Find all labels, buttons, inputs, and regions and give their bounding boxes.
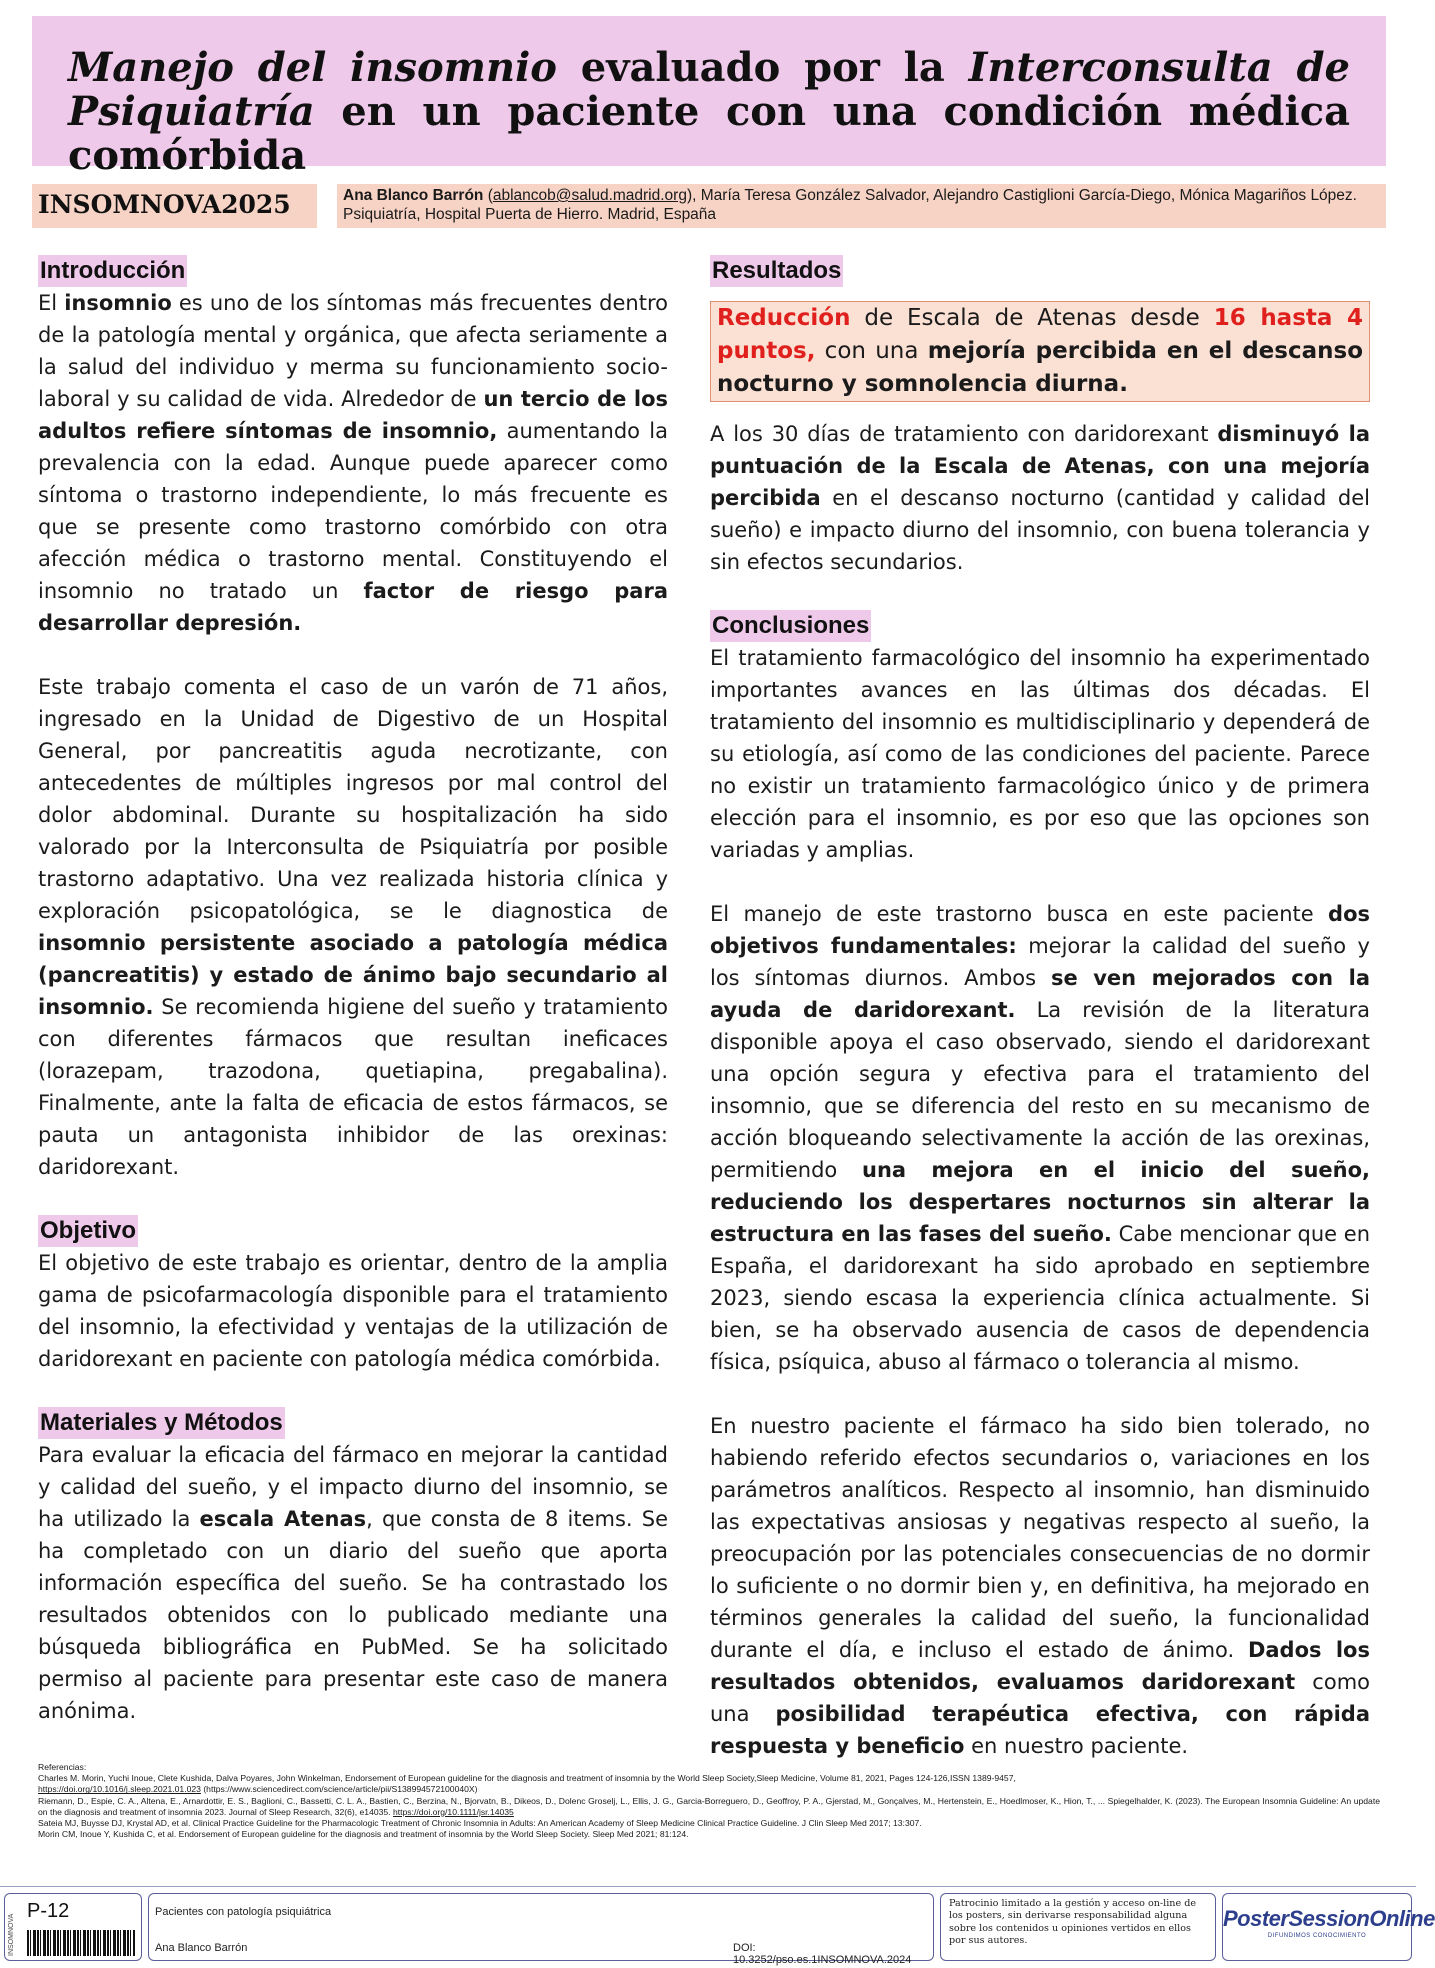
vertical-label: INSOMNOVA xyxy=(8,1913,15,1956)
poster-title xyxy=(68,46,1350,178)
text-run: en el descanso nocturno (cantidad y calidad del sueño) e impacto diurno del insomnio, con buena tolerancia y sin efectos secundarios. xyxy=(710,486,1370,574)
text-run: Este trabajo comenta el caso de un varón de 71 años, ingresado en la Unidad de Digestivo de un Hospital General, por pancreatitis aguda necrotizante, con antecedentes de múltiples ingresos por mal control del dolor abdominal. Durante su hospitalización ha sido valorado por la Interconsulta de Psiquiatría por posible trastorno adaptativo. Una vez realizada historia clínica y exploración psicopatológica, se le diagnostica de xyxy=(38,675,668,923)
right-column xyxy=(710,255,1370,1762)
text-run: Charles M. Morin, Yuchi Inoue, Clete Kushida, Dalva Poyares, John Winkelman, Endorsement of European guideline for the diagnosis and treatment of insomnia by the World Sleep Society,Sleep Medicine, Volume 81, 2021, Pages 124-126,ISSN 1389-9457, xyxy=(38,1773,1016,1784)
author-email-link[interactable]: ablancob@salud.madrid.org xyxy=(492,187,687,204)
text-bold: mejoría percibida en el descanso nocturno y somnolencia diurna. xyxy=(717,338,1363,397)
footer-sponsor-box xyxy=(940,1893,1216,1961)
barcode-icon xyxy=(27,1930,135,1956)
intro-heading: Introducción xyxy=(38,255,187,287)
title-text-2: evaluado por la xyxy=(556,44,969,91)
poster-session-online-logo[interactable] xyxy=(1222,1893,1435,1961)
text-run: La revisión de la literatura disponible apoya el caso observado, siendo el daridorexant una opción segura y efectiva para el tratamiento del insomnio, que se diferencia del resto en su mecanismo de acción bloqueando selectivamente la acción de las orexinas, permitiendo xyxy=(710,998,1370,1182)
objetivo-paragraph: El objetivo de este trabajo es orientar, dentro de la amplia gama de psicofarmacología disponible para el tratamiento del insomnio, la efectividad y ventajas de la utilización de daridorexant en paciente con patología médica comórbida. xyxy=(38,1251,668,1371)
metodos-heading: Materiales y Métodos xyxy=(38,1407,285,1439)
text-run: Cabe mencionar que en España, el daridorexant ha sido aprobado en septiembre 2023, siendo escasa la experiencia clínica actualmente. Si bien, se ha observado ausencia de casos de dependencia física, psíquica, abuso al fármaco o tolerancia al mismo. xyxy=(710,1222,1371,1374)
references-label: Referencias: xyxy=(38,1762,87,1772)
conclusiones-paragraph-3 xyxy=(710,1410,1370,1762)
text-bold: un tercio de los adultos refiere síntomas de insomnio, xyxy=(38,387,668,443)
result-highlight-box xyxy=(710,301,1370,402)
footer-info-box xyxy=(148,1893,934,1966)
sponsor-text: Patrocinio limitado a la gestión y acceso on-line de los posters, sin derivarse responsabilidad alguna sobre los contenidos u opiniones vertidos en ellos por sus autores. xyxy=(949,1898,1197,1947)
text-bold: Dados los resultados obtenidos, evaluamos daridorexant xyxy=(710,1638,1370,1694)
footer-category: Pacientes con patología psiquiátrica xyxy=(155,1906,332,1918)
text-run: como una xyxy=(710,1670,1370,1726)
conclusiones-paragraph-1: El tratamiento farmacológico del insomnio ha experimentado importantes avances en las últimas dos décadas. El tratamiento del insomnio es multidisciplinario y dependerá de su etiología, así como de las condiciones del paciente. Parece no existir un tratamiento farmacológico único y de primera elección para el insomnio, es por eso que las opciones son variadas y amplias. xyxy=(710,646,1370,862)
metodos-paragraph xyxy=(38,1439,668,1727)
text-bold: insomnio persistente asociado a patología médica (pancreatitis) y estado de ánimo bajo secundario al insomnio. xyxy=(38,931,668,1019)
text-run: , que consta de 8 items. Se ha completado con un diario del sueño que aporta información específica del sueño. Se ha contrastado los resultados obtenidos con lo publicado mediante una búsqueda bibliográfica en PubMed. Se ha solicitado permiso al paciente para presentar este caso de manera anónima. xyxy=(38,1507,668,1723)
reference-link-text: (https://www.sciencedirect.com/science/article/pii/S138994572100040X) xyxy=(200,1784,478,1795)
footer-author: Ana Blanco Barrón xyxy=(155,1942,248,1954)
logo-wordmark xyxy=(1223,1906,1435,1932)
title-italic-3: Interconsulta de Psiquiatría xyxy=(68,44,1350,135)
text-run: El manejo de este trastorno busca en este paciente xyxy=(710,902,1329,926)
references xyxy=(38,1762,1380,1840)
text-bold: se ven mejorados con la ayuda de daridorexant. xyxy=(710,966,1370,1022)
poster-code: INSOMNOVA2025 xyxy=(38,190,291,219)
text-red: Reducción xyxy=(717,305,851,331)
intro-paragraph-2 xyxy=(38,671,668,1183)
intro-paragraph-1 xyxy=(38,287,668,639)
first-author: Ana Blanco Barrón xyxy=(343,187,484,204)
title-banner xyxy=(32,16,1386,179)
reference-4: Morin CM, Inoue Y, Kushida C, et al. Endorsement of European guideline for the diagnosis and treatment of insomnia by the World Sleep Society. Sleep Med 2021; 81:124. xyxy=(38,1829,689,1840)
resultados-paragraph xyxy=(710,418,1370,578)
text-run: Se recomienda higiene del sueño y tratamiento con diferentes fármacos que resultan ineficaces (lorazepam, trazodona, quetiapina, pregabalina). Finalmente, ante la falta de eficacia de estos fármacos, se pauta un antagonista inhibidor de las orexinas: daridorexant. xyxy=(38,995,668,1179)
text-run: es uno de los síntomas más frecuentes dentro de la patología mental y orgánica, que afecta seriamente a la salud del individuo y merma su funcionamiento socio-laboral y su calidad de vida. Alrededor de xyxy=(38,291,668,411)
text-bold: escala Atenas xyxy=(199,1507,367,1531)
text-run: aumentando la prevalencia con la edad. Aunque puede aparecer como síntoma o trastorno independiente, lo más frecuente es que se presente como trastorno comórbido con otra afección médica o trastorno mental. Constituyendo el insomnio no tratado un xyxy=(38,419,668,603)
text-run: de Escala de Atenas desde xyxy=(850,305,1214,331)
text-red: 16 hasta 4 puntos, xyxy=(717,305,1364,364)
authors-rest: , María Teresa González Salvador, Alejandro Castiglioni García-Diego, Mónica Magariños López. Psiquiatría, Hospital Puerta de Hierro. Madrid, España xyxy=(343,187,1357,223)
text-bold: insomnio xyxy=(64,291,172,315)
reference-2 xyxy=(38,1796,1380,1818)
poster-code-box xyxy=(32,184,317,228)
text-run: A los 30 días de tratamiento con daridorexant xyxy=(710,422,1218,446)
reference-link[interactable]: https://doi.org/10.1111/jsr.14035 xyxy=(392,1806,514,1817)
title-text-4: en un paciente con una condición médica comórbida xyxy=(68,88,1350,179)
reference-1 xyxy=(38,1773,1380,1795)
logo-part-1: Poster xyxy=(1223,1906,1289,1931)
reference-link[interactable]: https://doi.org/10.1016/j.sleep.2021.01.023 xyxy=(38,1784,201,1795)
text-run: El xyxy=(38,291,65,315)
text-bold: posibilidad terapéutica efectiva, con rápida respuesta y beneficio xyxy=(710,1702,1370,1758)
text-bold: factor de riesgo para desarrollar depresión. xyxy=(38,579,668,635)
text-bold: disminuyó la puntuación de la Escala de Atenas, con una mejoría percibida xyxy=(710,422,1370,510)
poster-number: P-12 xyxy=(27,1900,70,1922)
logo-tagline: DIFUNDIMOS CONOCIMIENTO xyxy=(1267,1933,1367,1939)
objetivo-heading: Objetivo xyxy=(38,1215,138,1247)
resultados-heading: Resultados xyxy=(710,255,843,287)
footer-doi[interactable]: DOI: 10.3252/pso.es.1INSOMNOVA.2024 xyxy=(733,1942,912,1966)
text-bold: dos objetivos fundamentales: xyxy=(710,902,1370,958)
text-run: en nuestro paciente. xyxy=(964,1734,1189,1758)
left-column xyxy=(38,255,668,1727)
text-run: mejorar la calidad del sueño y los síntomas diurnos. Ambos xyxy=(710,934,1370,990)
reference-3: Sateia MJ, Buysse DJ, Krystal AD, et al. Clinical Practice Guideline for the Pharmacologic Treatment of Chronic Insomnia in Adults: An American Academy of Sleep Medicine Clinical Practice Guideline. J Clin Sleep Med 2017; 13:307. xyxy=(38,1818,922,1829)
title-italic-1: Manejo del insomnio xyxy=(68,44,557,91)
text-run: Para evaluar la eficacia del fármaco en mejorar la cantidad y calidad del sueño, y el impacto diurno del insomnio, se ha utilizado la xyxy=(38,1443,668,1531)
text-run: con una xyxy=(815,338,928,364)
conclusiones-paragraph-2 xyxy=(710,898,1370,1378)
conclusiones-heading: Conclusiones xyxy=(710,610,871,642)
text-run: En nuestro paciente el fármaco ha sido bien tolerado, no habiendo referido efectos secundarios o, variaciones en los parámetros analíticos. Respecto al insomnio, han disminuido las expectativas ansiosas y negativas respecto al sueño, la preocupación por las potenciales consecuencias de no dormir lo suficiente o no dormir bien y, en definitiva, ha mejorado en términos generales la calidad del sueño, la funcionalidad durante el día, e incluso el estado de ánimo. xyxy=(710,1414,1370,1662)
footer-code-box xyxy=(4,1893,142,1961)
text-bold: una mejora en el inicio del sueño, reduciendo los despertares nocturnos sin alterar la estructura en las fases del sueño. xyxy=(710,1158,1370,1246)
logo-part-2: SessionOnline xyxy=(1288,1906,1435,1931)
footer-divider xyxy=(0,1886,1416,1887)
text-run: Riemann, D., Espie, C. A., Altena, E., Arnardottir, E. S., Baglioni, C., Bassetti, C. L. A., Bastien, C., Berzina, N., Bjorvatn, B., Dikeos, D., Dolenc Groselj, L., Ellis, J. G., Garcia-Borreguero, D., Geoffroy, P. A., Gjerstad, M., Gonçalves, M., Hertenstein, E., Hoedlmoser, K., Hion, T., ... Spiegelhalder, K. (2023). The European Insomnia Guideline: An update on the diagnosis and treatment of insomnia 2023. Journal of Sleep Research, 32(6), e14035. xyxy=(38,1795,1380,1817)
authors-box: Ana Blanco Barrón (ablancob@salud.madrid.org), María Teresa González Salvador, Alejandro Castiglioni García-Diego, Mónica Magariños López. Psiquiatría, Hospital Puerta de Hierro. Madrid, España xyxy=(337,184,1386,228)
